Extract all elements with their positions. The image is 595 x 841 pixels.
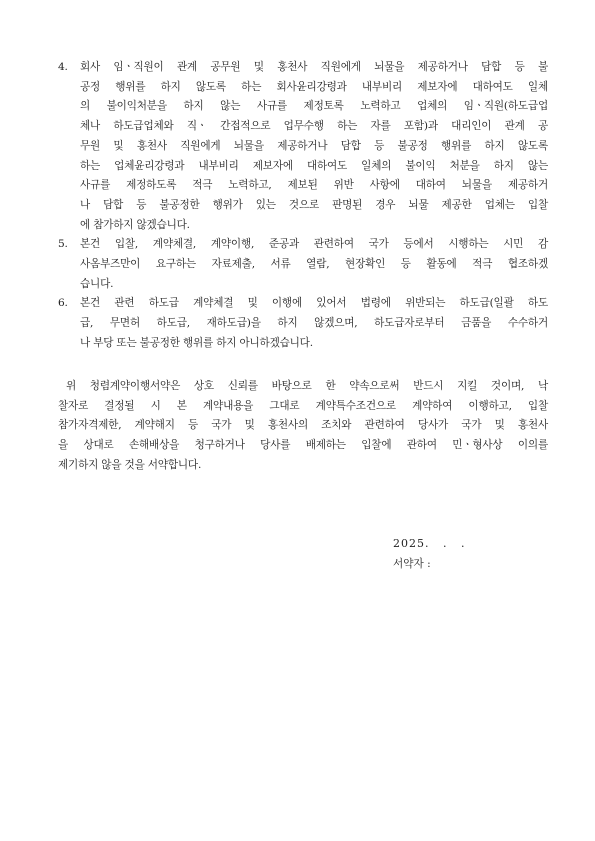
- clause-line: 나 담합 등 불공정한 행위가 있는 것으로 판명된 경우 뇌물 제공한 업체는 입찰: [80, 198, 548, 211]
- clause-line: 하는 업체윤리강령과 내부비리 제보자에 대하여도 일체의 불이익 처분을 하지 않는: [80, 159, 548, 172]
- clause-line: 체나 하도급업체와 직ㆍ 간접적으로 업무수행 하는 자를 포함)과 대리인이 관계 공: [80, 120, 548, 133]
- closing-statement: [58, 377, 548, 476]
- clause-number: 4.: [58, 61, 68, 73]
- clause-text: [80, 58, 548, 235]
- clause-line: 나 부당 또는 불공정한 행위를 하지 아니하겠습니다.: [80, 336, 313, 349]
- signer-label: 서약자 :: [393, 558, 431, 570]
- clause-line: 무원 및 홍천사 직원에게 뇌물을 제공하거나 담합 등 불공정 행위를 하지 않도록: [80, 139, 548, 152]
- clause-line: 본건 입찰, 계약체결, 계약이행, 준공과 관련하여 국가 등에서 시행하는 시민 감: [80, 238, 548, 251]
- clause-text: [80, 294, 548, 353]
- closing-line: 참가자격제한, 계약해지 등 국가 및 홍천사의 조치와 관련하여 당사가 국가 및 홍천사: [58, 419, 548, 432]
- clause-4: [58, 58, 548, 235]
- clause-number: 6.: [58, 297, 68, 310]
- closing-line: 제기하지 않을 것을 서약합니다.: [58, 458, 202, 471]
- clause-5: [58, 235, 548, 294]
- clause-line: 습니다.: [80, 277, 114, 290]
- clause-text: [80, 235, 548, 294]
- clause-line: 급, 무면허 하도급, 재하도급)을 하지 않겠으며, 하도급자로부터 금품을 수수하거: [80, 317, 548, 330]
- clause-line: 본건 관련 하도급 계약체결 및 이행에 있어서 법령에 위반되는 하도급(일괄 하도: [80, 297, 548, 310]
- clause-line: 공정 행위를 하지 않도록 하는 회사윤리강령과 내부비리 제보자에 대하여도 일체: [80, 80, 548, 93]
- clause-line: 사규를 제정하도록 적극 노력하고, 제보된 위반 사항에 대하여 뇌물을 제공하거: [80, 179, 548, 192]
- pledge-date: 2025. . .: [393, 537, 466, 550]
- clause-line: 회사 임ㆍ직원이 관계 공무원 및 홍천사 직원에게 뇌물을 제공하거나 담합 등 불: [80, 61, 548, 73]
- clause-line: 에 참가하지 않겠습니다.: [80, 218, 190, 231]
- clause-number: 5.: [58, 238, 68, 251]
- closing-line: 위 청렴계약이행서약은 상호 신뢰를 바탕으로 한 약속으로써 반드시 지킬 것이며, 낙: [66, 380, 548, 392]
- clause-line: 사옴부즈만이 요구하는 자료제출, 서류 열람, 현장확인 등 활동에 적극 협조하겠: [80, 258, 548, 271]
- closing-line: 을 상대로 손해배상을 청구하거나 당사를 배제하는 입찰에 관하여 민ㆍ형사상 이의를: [58, 439, 548, 452]
- closing-line: 찰자로 결정될 시 본 계약내용을 그대로 계약특수조건으로 계약하여 이행하고, 입찰: [58, 399, 548, 412]
- clause-6: [58, 294, 548, 353]
- clause-line: 의 불이익처분을 하지 않는 사규를 제정토록 노력하고 업체의 임ㆍ직원(하도급업: [80, 100, 548, 113]
- pledge-clause-list: [58, 58, 548, 354]
